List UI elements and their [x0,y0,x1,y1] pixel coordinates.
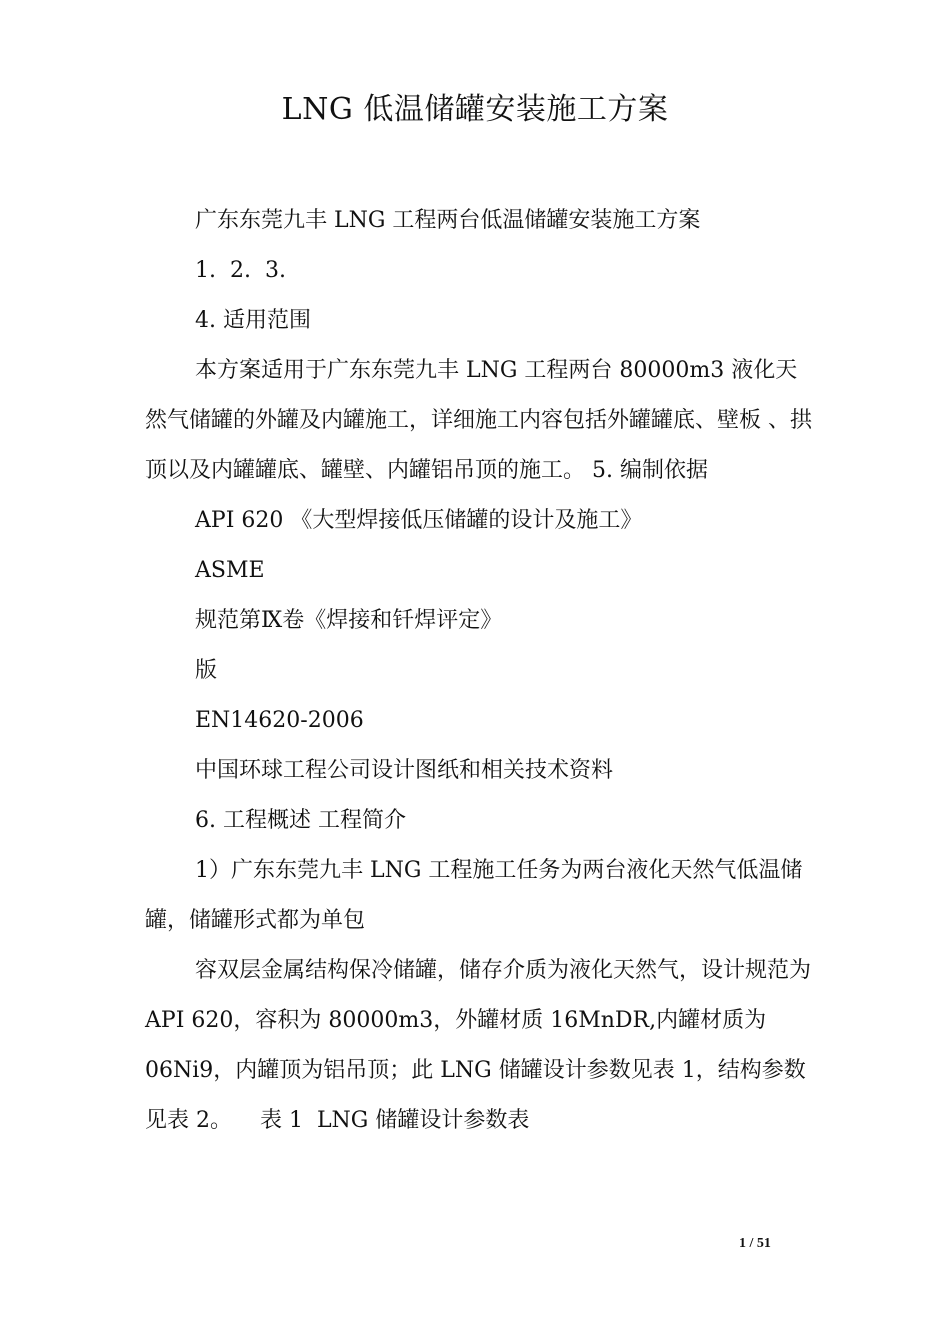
paragraph-project-title: 广东东莞九丰 LNG 工程两台低温储罐安装施工方案 [195,208,701,233]
page-indicator: 1 / 51 [739,1236,771,1251]
paragraph-overview-1: 1）广东东莞九丰 LNG 工程施工任务为两台液化天然气低温储罐，储罐形式都为单包 [145,858,803,933]
document-body [145,196,819,1146]
heading-project-overview: 6. 工程概述 工程简介 [195,808,406,833]
paragraph-overview-2: 容双层金属结构保冷储罐，储存介质为液化天然气，设计规范为 API 620，容积为 80000m3，外罐材质 16MnDR,内罐材质为 06Ni9，内罐顶为铝吊顶；此 LNG 储罐设计参数见表 1，结构参数见表 2。 表 1 LNG 储罐设计参数表 [145,958,819,1133]
document-title: LNG 低温储罐安装施工方案 [281,92,669,127]
reference-edition: 版 [195,658,218,683]
paragraph-section-numbers: 1. 2. 3. [195,258,286,283]
reference-en14620: EN14620-2006 [195,708,364,733]
heading-scope: 4. 适用范围 [195,308,311,333]
reference-design-drawings: 中国环球工程公司设计图纸和相关技术资料 [195,758,614,783]
reference-asme-volume: 规范第Ⅸ卷《焊接和钎焊评定》 [195,608,503,633]
paragraph-scope: 本方案适用于广东东莞九丰 LNG 工程两台 80000m3 液化天然气储罐的外罐及内罐施工，详细施工内容包括外罐罐底、壁板 、拱顶以及内罐罐底、罐壁、内罐铝吊顶的施工。 5. 编制依据 [145,358,812,483]
reference-asme: ASME [195,558,265,583]
reference-api-620: API 620 《大型焊接低压储罐的设计及施工》 [195,508,643,533]
